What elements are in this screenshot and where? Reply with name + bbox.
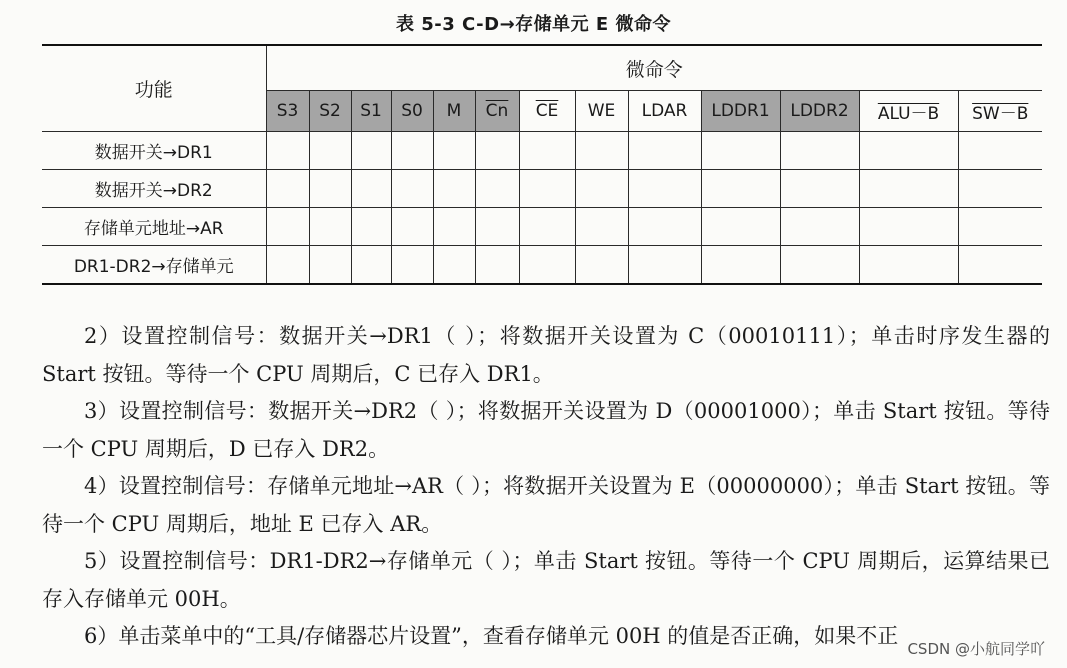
signal-cell	[628, 208, 701, 246]
signal-cell	[519, 170, 575, 208]
signal-cell	[433, 170, 475, 208]
signal-cell	[309, 246, 351, 285]
signal-cell	[266, 170, 309, 208]
signal-cell	[859, 246, 958, 285]
table-caption: 表 5-3 C-D→存储单元 E 微命令	[396, 14, 671, 35]
signal-cell	[780, 208, 859, 246]
signal-header-cn: $\overline{Cn}$	[475, 91, 519, 132]
signal-cell	[701, 132, 780, 170]
row-label: 数据开关→DR2	[42, 170, 266, 208]
signal-cell	[351, 246, 391, 285]
signal-header-s3: S3	[266, 91, 309, 132]
signal-header-alu-b: ALU－B	[859, 91, 958, 132]
signal-cell	[391, 246, 433, 285]
signal-cell	[519, 208, 575, 246]
signal-cell	[433, 132, 475, 170]
signal-cell	[309, 170, 351, 208]
signal-cell	[519, 246, 575, 285]
signal-cell	[859, 170, 958, 208]
signal-cell	[780, 170, 859, 208]
signal-cell	[701, 208, 780, 246]
watermark: CSDN @小航同学吖	[907, 640, 1045, 658]
signal-cell	[575, 246, 628, 285]
signal-cell	[433, 246, 475, 285]
signal-cell	[475, 170, 519, 208]
signal-cell	[859, 208, 958, 246]
signal-cell	[351, 208, 391, 246]
signal-cell	[351, 132, 391, 170]
signal-cell	[859, 132, 958, 170]
signal-cell	[391, 132, 433, 170]
signal-cell	[628, 132, 701, 170]
signal-header-s1: S1	[351, 91, 391, 132]
signal-header-lddr1: LDDR1	[701, 91, 780, 132]
signal-cell	[266, 246, 309, 285]
signal-cell	[475, 208, 519, 246]
signal-cell	[628, 246, 701, 285]
step-3: 3）设置控制信号：数据开关→DR2（ ）；将数据开关设置为 D（00001000）；单击 Start 按钮。等待一个 CPU 周期后，D 已存入 DR2。	[42, 399, 1050, 461]
signal-cell	[958, 132, 1042, 170]
signal-cell	[391, 208, 433, 246]
table-row	[42, 208, 1042, 246]
signal-cell	[391, 170, 433, 208]
signal-header-ce: $\overline{CE}$	[519, 91, 575, 132]
signal-cell	[309, 132, 351, 170]
signal-header-we: WE	[575, 91, 628, 132]
row-label: DR1-DR2→存储单元	[42, 246, 266, 285]
row-label: 数据开关→DR1	[42, 132, 266, 170]
table-row	[42, 246, 1042, 285]
signal-cell	[958, 246, 1042, 285]
signal-cell	[519, 132, 575, 170]
signal-cell	[575, 170, 628, 208]
signal-cell	[628, 170, 701, 208]
signal-cell	[958, 170, 1042, 208]
table-row	[42, 132, 1042, 170]
instruction-steps	[42, 318, 1050, 656]
signal-cell	[475, 132, 519, 170]
signal-cell	[475, 246, 519, 285]
signal-header-ldar: LDAR	[628, 91, 701, 132]
table-row	[42, 170, 1042, 208]
signal-header-m: M	[433, 91, 475, 132]
signal-cell	[701, 246, 780, 285]
signal-header-s0: S0	[391, 91, 433, 132]
signal-cell	[780, 132, 859, 170]
step-2: 2）设置控制信号：数据开关→DR1（ ）；将数据开关设置为 C（00010111）；单击时序发生器的 Start 按钮。等待一个 CPU 周期后，C 已存入 DR1。	[42, 324, 1050, 386]
signal-cell	[309, 208, 351, 246]
step-5: 5）设置控制信号：DR1-DR2→存储单元（ ）；单击 Start 按钮。等待一个 CPU 周期后，运算结果已存入存储单元 00H。	[42, 549, 1050, 611]
signal-cell	[351, 170, 391, 208]
signal-cell	[575, 132, 628, 170]
micro-command-header: 微命令	[266, 45, 1042, 91]
function-header: 功能	[42, 45, 266, 132]
micro-command-table	[42, 44, 1042, 285]
signal-cell	[575, 208, 628, 246]
signal-cell	[958, 208, 1042, 246]
row-label: 存储单元地址→AR	[42, 208, 266, 246]
signal-cell	[266, 208, 309, 246]
signal-header-sw-b: SW－B	[958, 91, 1042, 132]
signal-cell	[701, 170, 780, 208]
step-4: 4）设置控制信号：存储单元地址→AR（ ）；将数据开关设置为 E（00000000）；单击 Start 按钮。等待一个 CPU 周期后，地址 E 已存入 AR。	[42, 474, 1050, 536]
signal-header-s2: S2	[309, 91, 351, 132]
signal-cell	[780, 246, 859, 285]
step-6: 6）单击菜单中的“工具/存储器芯片设置”，查看存储单元 00H 的值是否正确，如果不正	[84, 624, 899, 648]
signal-cell	[266, 132, 309, 170]
signal-cell	[433, 208, 475, 246]
signal-header-lddr2: LDDR2	[780, 91, 859, 132]
